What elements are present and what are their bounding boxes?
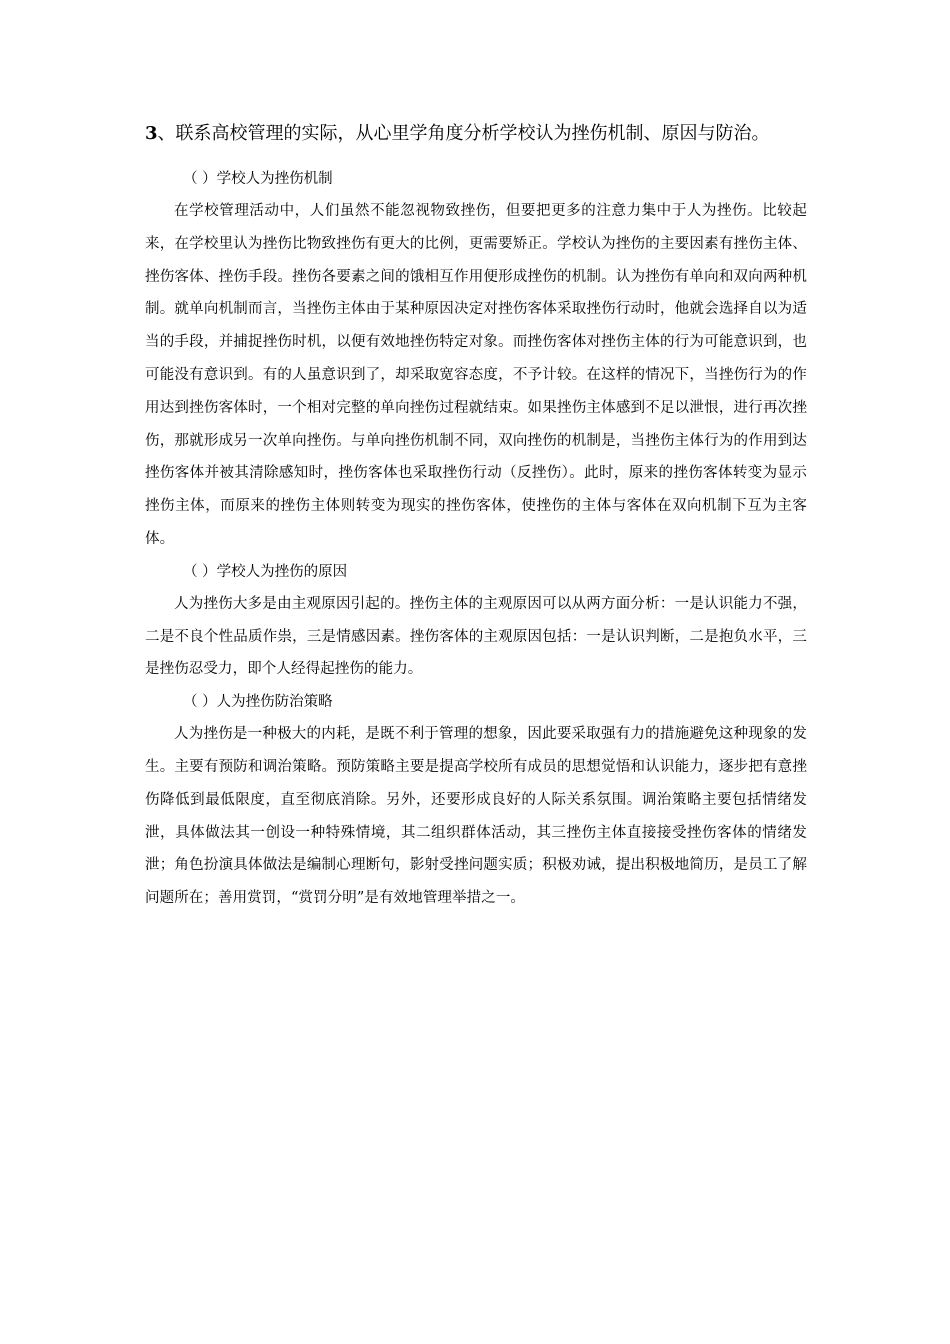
section-body-causes: 人为挫伤大多是由主观原因引起的。挫伤主体的主观原因可以从两方面分析：一是认识能力不强，二是不良个性品质作祟，三是情感因素。挫伤客体的主观原因包括：一是认识判断，二是抱负水平，三是挫伤忍受力，即个人经得起挫伤的能力。: [145, 595, 807, 678]
section-body-mechanism: 在学校管理活动中，人们虽然不能忽视物致挫伤，但要把更多的注意力集中于人为挫伤。比较起来，在学校里认为挫伤比物致挫伤有更大的比例，更需要矫正。学校认为挫伤的主要因素有挫伤主体、挫伤客体、挫伤手段。挫伤各要素之间的饿相互作用便形成挫伤的机制。认为挫伤有单向和双向两种机制。就单向机制而言，当挫伤主体由于某种原因决定对挫伤客体采取挫伤行动时，他就会选择自以为适当的手段，并捕捉挫伤时机，以便有效地挫伤特定对象。而挫伤客体对挫伤主体的行为可能意识到，也可能没有意识到。有的人虽意识到了，却采取宽容态度，不予计较。在这样的情况下，当挫伤行为的作用达到挫伤客体时，一个相对完整的单向挫伤过程就结束。如果挫伤主体感到不足以泄恨，进行再次挫伤，那就形成另一次单向挫伤。与单向挫伤机制不同，双向挫伤的机制是，当挫伤主体行为的作用到达挫伤客体并被其清除感知时，挫伤客体也采取挫伤行动（反挫伤）。此时，原来的挫伤客体转变为显示挫伤主体，而原来的挫伤主体则转变为现实的挫伤客体，使挫伤的主体与客体在双向机制下互为主客体。: [145, 203, 807, 547]
section-heading-prevention: （ ）人为挫伤防治策略: [183, 694, 333, 711]
question-number: 3: [145, 123, 158, 144]
section-body-prevention: 人为挫伤是一种极大的内耗，是既不利于管理的想象，因此要采取强有力的措施避免这种现象的发生。主要有预防和调治策略。预防策略主要是提高学校所有成员的思想觉悟和认识能力，逐步把有意挫伤降低到最低限度，直至彻底消除。另外，还要形成良好的人际关系氛围。调治策略主要包括情绪发泄，具体做法其一创设一种特殊情境，其二组织群体活动，其三挫伤主体直接接受挫伤客体的情绪发泄；角色扮演具体做法是编制心理断句，影射受挫问题实质；积极劝诫，提出积极地简历，是员工了解问题所在；善用赏罚，“赏罚分明”是有效地管理举措之一。: [145, 726, 807, 907]
question-title-text: 、联系高校管理的实际，从心里学角度分析学校认为挫伤机制、原因与防治。: [157, 123, 770, 144]
question-title: [145, 119, 807, 149]
document-content: [145, 119, 807, 915]
section-heading-mechanism: （ ）学校人为挫伤机制: [183, 171, 333, 187]
section-heading-causes: （ ）学校人为挫伤的原因: [183, 563, 348, 580]
